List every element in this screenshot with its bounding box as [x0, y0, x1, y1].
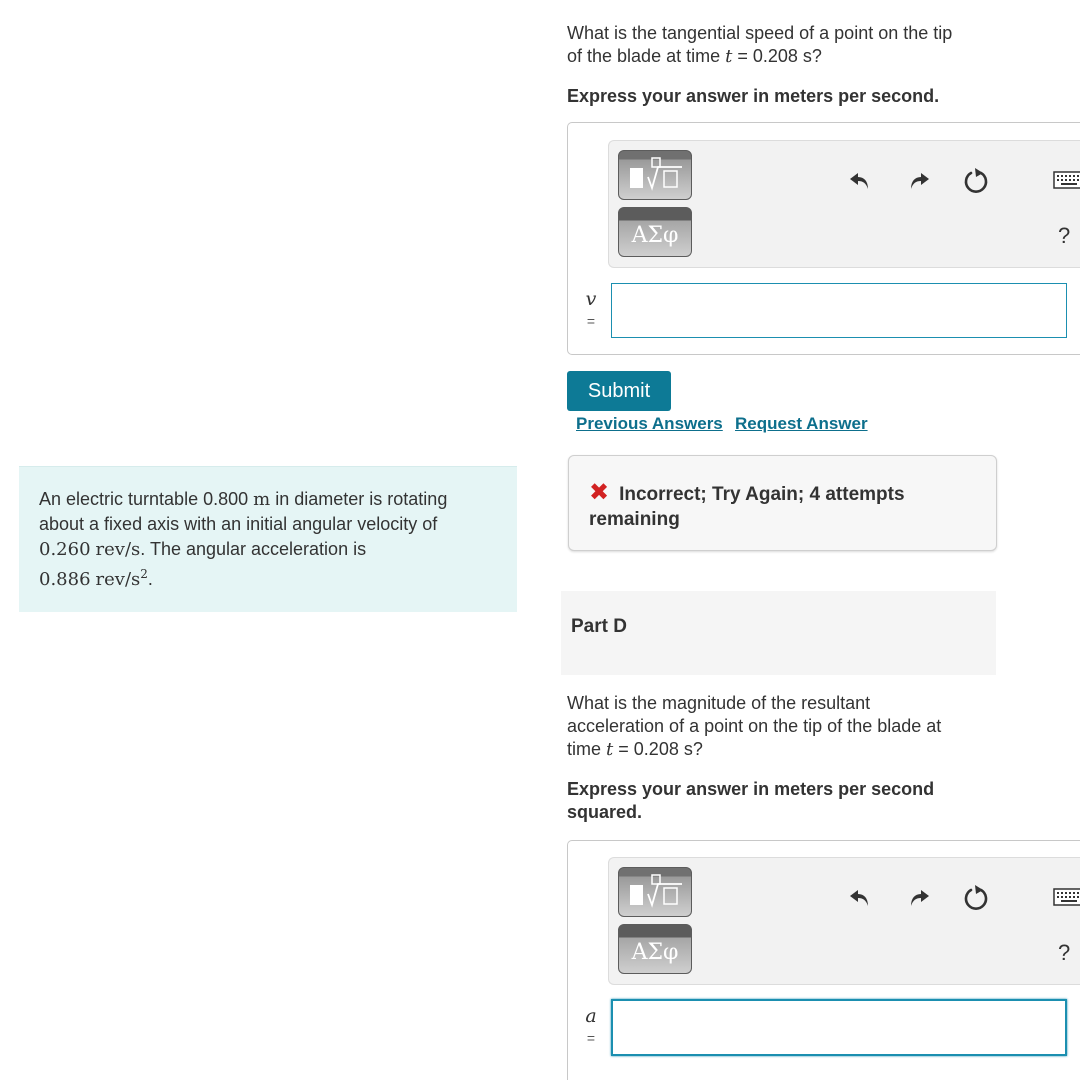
reset-icon[interactable]	[959, 880, 993, 914]
greek-symbols-button[interactable]: ΑΣφ	[618, 207, 692, 257]
math-toolbar	[608, 857, 1080, 985]
intro-text: .	[147, 569, 153, 589]
problem-intro	[19, 466, 517, 612]
intro-unit: m	[253, 489, 271, 510]
undo-icon[interactable]	[845, 882, 875, 912]
help-button[interactable]: ?	[1058, 223, 1071, 248]
fraction-sqrt-icon	[624, 155, 686, 195]
intro-value: 0.886	[39, 569, 91, 590]
submit-button[interactable]: Submit	[567, 371, 671, 411]
intro-text: An electric turntable 0.800	[39, 489, 249, 509]
previous-answers-link[interactable]: Previous Answers	[576, 414, 723, 433]
answer-input[interactable]	[611, 999, 1067, 1056]
intro-text: about a fixed axis with an initial angular velocity of	[39, 514, 438, 534]
feedback-box	[568, 455, 997, 551]
request-answer-link[interactable]: Request Answer	[735, 414, 868, 433]
partc-instruction: Express your answer in meters per second.	[567, 86, 940, 106]
intro-unit: rev/s	[95, 569, 141, 590]
undo-icon[interactable]	[845, 165, 875, 195]
feedback-text: remaining	[589, 509, 680, 530]
intro-value: 0.260	[39, 539, 91, 560]
intro-unit: rev/s	[95, 539, 141, 560]
fraction-sqrt-icon	[624, 872, 686, 912]
partc-question: What is the tangential speed of a point on the tip of the blade at time t = 0.208 s?	[567, 23, 953, 67]
templates-button[interactable]	[618, 867, 692, 917]
partd-instruction: Express your answer in meters per second squared.	[567, 779, 935, 822]
time-variable: t	[606, 739, 614, 760]
answer-variable: a	[585, 1005, 597, 1027]
intro-text: in diameter is rotating	[275, 489, 448, 509]
answer-variable: v	[585, 288, 597, 310]
partc-answer-box	[567, 122, 1080, 355]
partd-question: What is the magnitude of the resultant acceleration of a point on the tip of the blade at time t = 0.208 s?	[567, 693, 942, 760]
answer-input[interactable]	[611, 283, 1067, 338]
part-title: Part D	[571, 616, 627, 637]
partd-answer-box	[567, 840, 1080, 1080]
intro-text: . The angular acceleration is	[140, 539, 367, 559]
intro-exponent: 2	[140, 567, 148, 581]
reset-icon[interactable]	[959, 163, 993, 197]
help-button[interactable]: ?	[1058, 940, 1071, 965]
math-toolbar	[608, 140, 1080, 268]
time-variable: t	[725, 46, 733, 67]
feedback-text: Incorrect; Try Again; 4 attempts	[619, 484, 905, 505]
redo-icon[interactable]	[904, 882, 934, 912]
keyboard-icon[interactable]	[1053, 886, 1080, 908]
incorrect-x-icon: ✖	[589, 479, 610, 506]
equals-sign: =	[586, 1030, 596, 1046]
redo-icon[interactable]	[904, 165, 934, 195]
greek-symbols-button[interactable]: ΑΣφ	[618, 924, 692, 974]
templates-button[interactable]	[618, 150, 692, 200]
keyboard-icon[interactable]	[1053, 169, 1080, 191]
equals-sign: =	[586, 313, 596, 329]
part-d-header[interactable]	[561, 591, 996, 675]
